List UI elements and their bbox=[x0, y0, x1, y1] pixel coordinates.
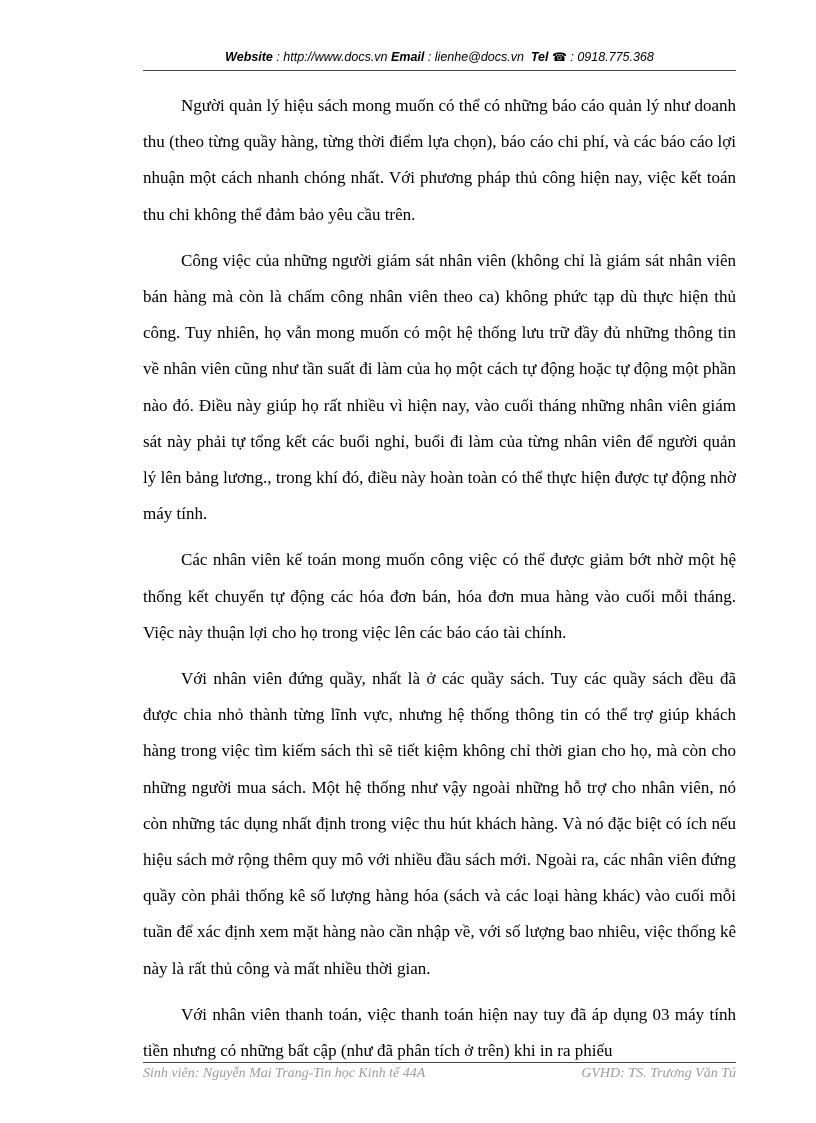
footer-student: Sinh viên: Nguyễn Mai Trang-Tin học Kinh tế 44A bbox=[143, 1066, 426, 1081]
email-address[interactable]: lienhe@docs.vn bbox=[434, 50, 524, 64]
email-separator: : bbox=[424, 50, 435, 64]
paragraph: Với nhân viên đứng quầy, nhất là ở các quầy sách. Tuy các quầy sách đều đã được chia nhỏ thành từng lĩnh vực, nhưng hệ thống thông tin có thể trợ giúp khách hàng trong việc tìm kiếm sách thì sẽ tiết kiệm không chỉ thời gian cho họ, mà còn cho những người mua sách. Một hệ thống như vậy ngoài những hỗ trợ cho nhân viên, nó còn những tác dụng nhất định trong việc thu hút khách hàng. Và nó đặc biệt có ích nếu hiệu sách mở rộng thêm quy mô với nhiều đầu sách mới. Ngoài ra, các nhân viên đứng quầy còn phải thống kê số lượng hàng hóa (sách và các loại hàng khác) vào cuối mỗi tuần để xác định xem mặt hàng nào cần nhập về, với số lượng bao nhiêu, việc thống kê này là rất thủ công và mất nhiều thời gian. bbox=[143, 669, 736, 978]
header-divider bbox=[143, 70, 736, 71]
document-body bbox=[143, 88, 736, 1079]
phone-separator: : bbox=[566, 50, 578, 64]
page-footer bbox=[143, 1066, 736, 1082]
website-url[interactable]: http://www.docs.vn bbox=[283, 50, 388, 64]
tel-label: Tel bbox=[530, 50, 549, 64]
page-header bbox=[143, 50, 736, 64]
website-label: Website bbox=[225, 50, 273, 64]
paragraph: Với nhân viên thanh toán, việc thanh toán hiện nay tuy đã áp dụng 03 máy tính tiền nhưng có những bất cập (như đã phân tích ở trên) khi in ra phiếu bbox=[143, 1004, 736, 1061]
footer-divider bbox=[143, 1062, 736, 1063]
phone-icon: ☎ bbox=[551, 50, 567, 64]
phone-number: 0918.775.368 bbox=[577, 50, 654, 64]
paragraph: Các nhân viên kế toán mong muốn công việc có thể được giảm bớt nhờ một hệ thống kết chuyển tự động các hóa đơn bán, hóa đơn mua hàng vào cuối mỗi tháng. Việc này thuận lợi cho họ trong việc lên các báo cáo tài chính. bbox=[143, 550, 736, 642]
paragraph: Công việc của những người giám sát nhân viên (không chỉ là giám sát nhân viên bán hàng mà còn là chấm công nhân viên theo ca) không phức tạp dù thực hiện thủ công. Tuy nhiên, họ vẫn mong muốn có một hệ thống lưu trữ đầy đủ những thông tin về nhân viên cũng như tần suất đi làm của họ một cách tự động hoặc tự động một phần nào đó. Điều này giúp họ rất nhiều vì hiện nay, vào cuối tháng những nhân viên giám sát này phải tự tổng kết các buổi nghỉ, buổi đi làm của từng nhân viên để người quản lý lên bảng lương., trong khí đó, điều này hoàn toàn có thể thực hiện được tự động nhờ máy tính. bbox=[143, 250, 736, 524]
website-separator: : bbox=[272, 50, 284, 64]
paragraph: Người quản lý hiệu sách mong muốn có thể có những báo cáo quản lý như doanh thu (theo từng quầy hàng, từng thời điểm lựa chọn), báo cáo chi phí, và các báo cáo lợi nhuận một cách nhanh chóng nhất. Với phương pháp thủ công hiện nay, việc kết toán thu chi không thể đảm bảo yêu cầu trên. bbox=[143, 96, 736, 224]
footer-advisor: GVHD: TS. Trương Văn Tú bbox=[581, 1066, 736, 1081]
email-label: Email bbox=[391, 50, 425, 64]
